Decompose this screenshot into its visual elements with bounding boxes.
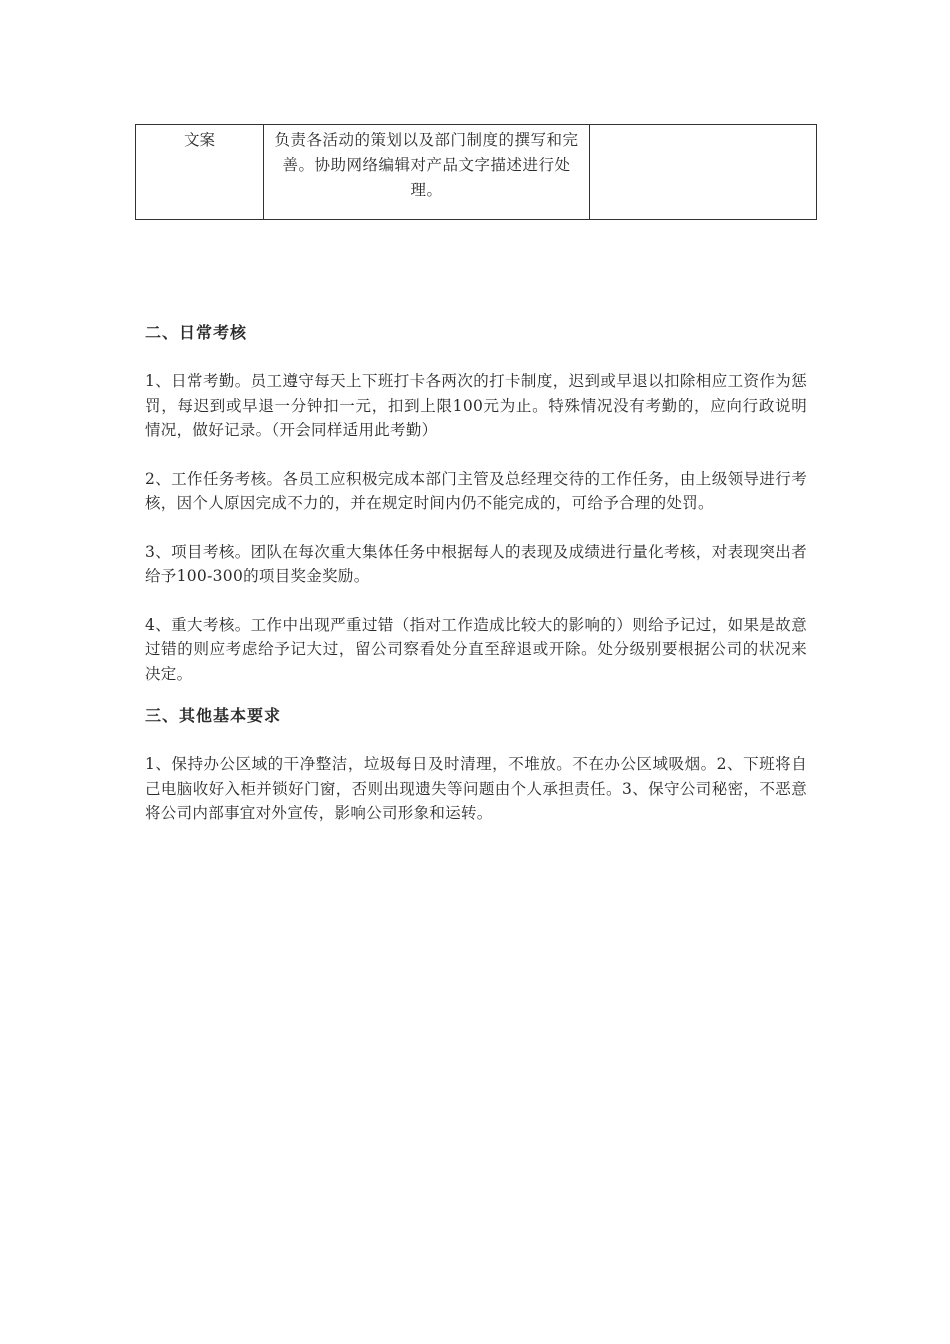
section-2-heading: 二、日常考核 (145, 323, 248, 342)
note-cell (590, 125, 817, 220)
paragraph-task-assessment: 2、工作任务考核。各员工应积极完成本部门主管及总经理交待的工作任务，由上级领导进行考核，因个人原因完成不力的，并在规定时间内仍不能完成的，可给予合理的处罚。 (145, 469, 807, 512)
duty-table (135, 124, 817, 220)
paragraph-attendance: 1、日常考勤。员工遵守每天上下班打卡各两次的打卡制度，迟到或早退以扣除相应工资作为惩罚，每迟到或早退一分钟扣一元，扣到上限100元为止。特殊情况没有考勤的，应向行政说明情况，做好记录。（开会同样适用此考勤） (145, 372, 807, 439)
role-cell: 文案 (136, 125, 264, 220)
duty-table-section (135, 124, 816, 220)
paragraph-project-assessment: 3、项目考核。团队在每次重大集体任务中根据每人的表现及成绩进行量化考核，对表现突出者给予100-300的项目奖金奖励。 (145, 542, 807, 585)
table-row (136, 125, 817, 220)
description-cell: 负责各活动的策划以及部门制度的撰写和完善。协助网络编辑对产品文字描述进行处理。 (264, 125, 590, 220)
section-3-heading: 三、其他基本要求 (145, 706, 282, 725)
document-body (145, 320, 807, 826)
paragraph-major-assessment: 4、重大考核。工作中出现严重过错（指对工作造成比较大的影响的）则给予记过，如果是故意过错的则应考虑给予记大过，留公司察看处分直至辞退或开除。处分级别要根据公司的状况来决定。 (145, 615, 807, 683)
paragraph-basic-requirements: 1、保持办公区域的干净整洁，垃圾每日及时清理，不堆放。不在办公区域吸烟。2、下班将自己电脑收好入柜并锁好门窗，否则出现遗失等问题由个人承担责任。3、保守公司秘密，不恶意将公司内部事宜对外宣传，影响公司形象和运转。 (145, 755, 807, 822)
